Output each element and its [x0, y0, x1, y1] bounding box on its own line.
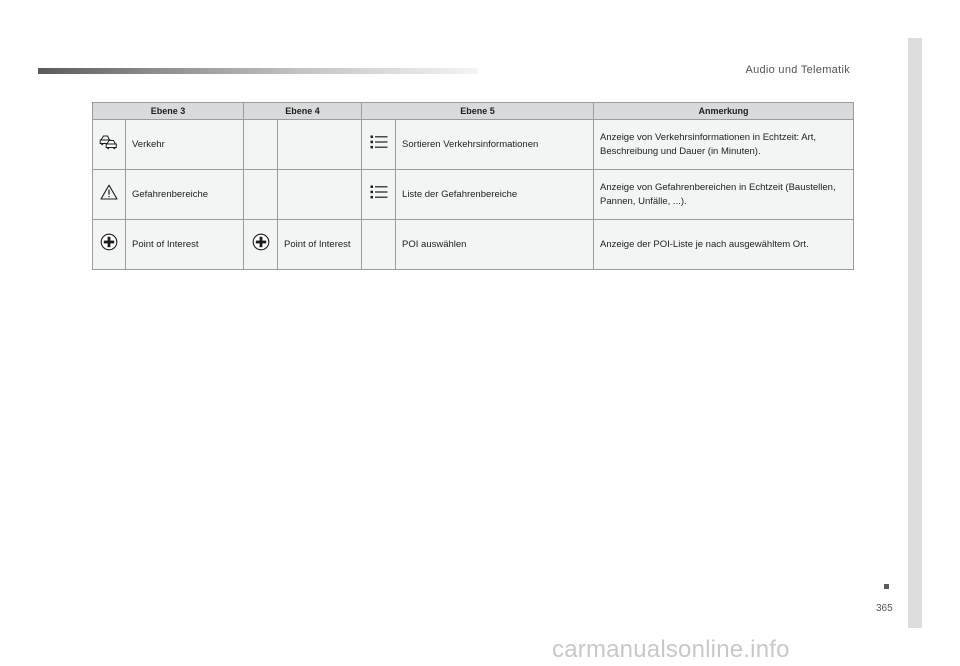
column-header-note: Anmerkung: [594, 103, 854, 120]
table-row: [93, 170, 854, 220]
list-icon: [370, 135, 388, 154]
list-icon: [370, 185, 388, 204]
level3-label: Verkehr: [126, 120, 244, 170]
level5-label: POI auswählen: [396, 220, 594, 270]
level3-icon-cell: [93, 220, 126, 270]
level5-icon-cell: [362, 220, 396, 270]
side-strip: [908, 38, 922, 628]
level4-icon-cell: [244, 170, 278, 220]
page-marker: [884, 584, 889, 589]
page-number: 365: [876, 603, 893, 614]
poi-plus-icon: [100, 233, 118, 256]
section-title: Audio und Telematik: [745, 64, 850, 76]
note-cell: Anzeige von Verkehrsinformationen in Echtzeit: Art, Beschreibung und Dauer (in Minuten).: [594, 120, 854, 170]
level5-icon-cell: [362, 170, 396, 220]
column-header-level3: Ebene 3: [93, 103, 244, 120]
poi-plus-icon: [252, 233, 270, 256]
level3-icon-cell: [93, 170, 126, 220]
table-row: [93, 220, 854, 270]
level4-icon-cell: [244, 220, 278, 270]
menu-table: [92, 102, 854, 270]
level4-label: [278, 170, 362, 220]
traffic-car-icon: [99, 134, 119, 155]
level3-label: Point of Interest: [126, 220, 244, 270]
column-header-level4: Ebene 4: [244, 103, 362, 120]
level3-label: Gefahrenbereiche: [126, 170, 244, 220]
note-cell: Anzeige von Gefahrenbereichen in Echtzeit (Baustellen, Pannen, Unfälle, ...).: [594, 170, 854, 220]
level5-label: Sortieren Verkehrsinformationen: [396, 120, 594, 170]
level3-icon-cell: [93, 120, 126, 170]
level4-label: Point of Interest: [278, 220, 362, 270]
level4-label: [278, 120, 362, 170]
level4-icon-cell: [244, 120, 278, 170]
level5-icon-cell: [362, 120, 396, 170]
warning-triangle-icon: [100, 184, 118, 205]
table-header-row: [93, 103, 854, 120]
header-gradient-bar: [38, 68, 478, 74]
note-cell: Anzeige der POI-Liste je nach ausgewähltem Ort.: [594, 220, 854, 270]
level5-label: Liste der Gefahrenbereiche: [396, 170, 594, 220]
table-row: [93, 120, 854, 170]
column-header-level5: Ebene 5: [362, 103, 594, 120]
watermark: carmanualsonline.info: [552, 636, 790, 663]
